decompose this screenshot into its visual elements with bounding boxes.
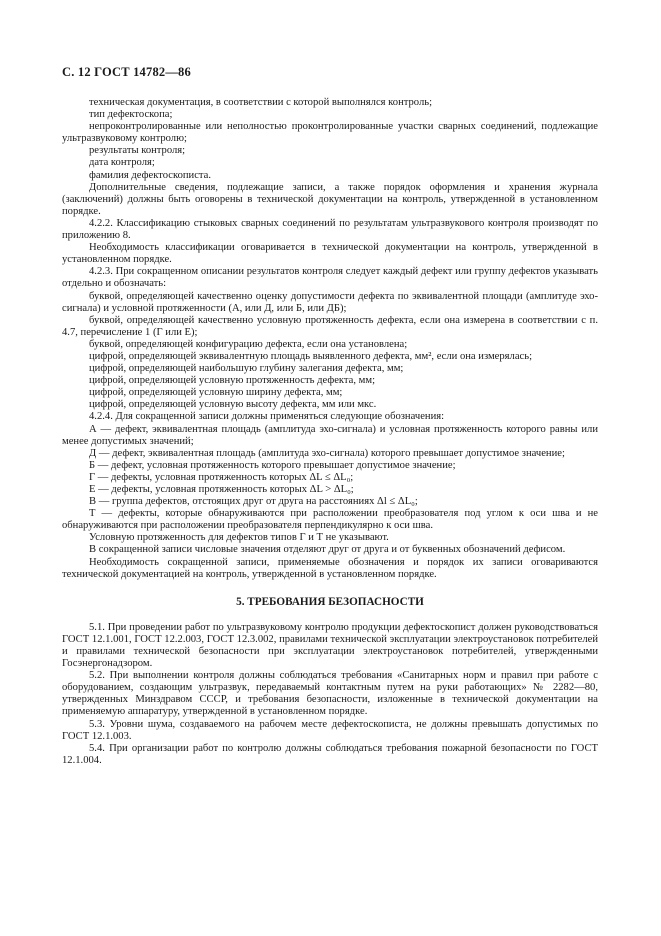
paragraph: Необходимость классификации оговаривается в технической документации на контроль, утвержденной в установленном порядке. <box>62 242 598 266</box>
definition-item: А — дефект, эквивалентная площадь (амплитуда эхо-сигнала) и условная протяженность которого равны или менее допустимых значений; <box>62 423 598 447</box>
paragraph: Условную протяженность для дефектов типов Г и Т не указывают. <box>89 532 389 544</box>
definition-item: Г — дефекты, условная протяженность которых ΔL ≤ ΔL₀; <box>89 471 354 483</box>
paragraph: техническая документация, в соответствии с которой выполнялся контроль; <box>89 97 433 108</box>
paragraph: непроконтролированные или неполностью проконтролированные участки сварных соединений, подлежащие ультразвуковому контролю; <box>62 121 598 145</box>
clause-4-2-3: 4.2.3. При сокращенном описании результатов контроля следует каждый дефект или группу дефектов указывать отдельно и обозначать: <box>62 266 598 290</box>
paragraph: цифрой, определяющей наибольшую глубину залегания дефекта, мм; <box>89 363 404 375</box>
paragraph: цифрой, определяющей эквивалентную площадь выявленного дефекта, мм², если она измерялась; <box>89 350 533 362</box>
clause-5-1: 5.1. При проведении работ по ультразвуковому контролю продукции дефектоскопист должен руководствоваться ГОСТ 12.1.001, ГОСТ 12.2.003, ГОСТ 12.3.002, правилами технической эксплуатации электроустановок потребителей и правилами технической безопасности при эксплуатации электроустановок потребителей, утвержденными Госэнергонадзором. <box>62 621 598 670</box>
clause-4-2-4: 4.2.4. Для сокращенной записи должны применяться следующие обозначения: <box>89 411 445 423</box>
paragraph: тип дефектоскопа; <box>89 109 173 121</box>
paragraph: Необходимость сокращенной записи, применяемые обозначения и порядок их записи оговариваются технической документацией на контроль, утвержденной в установленном порядке. <box>62 556 598 580</box>
definition-item: Д — дефект, эквивалентная площадь (амплитуда эхо-сигнала) которого превышает допустимое значение; <box>89 447 565 459</box>
definition-item: Б — дефект, условная протяженность которого превышает допустимое значение; <box>89 459 456 471</box>
paragraph: цифрой, определяющей условную высоту дефекта, мм или мкс. <box>89 399 377 411</box>
page-header: С. 12 ГОСТ 14782—86 <box>62 65 191 79</box>
clause-5-2: 5.2. При выполнении контроля должны соблюдаться требования «Санитарных норм и правил при работе с оборудованием, создающим ультразвук, передаваемый контактным путем на руки работающих» № 2282—80, утвержденных Минздравом СССР, и требования безопасности, изложенные в технической документации на применяемую аппаратуру, утвержденной в установленном порядке. <box>62 670 598 718</box>
section-title: 5. ТРЕБОВАНИЯ БЕЗОПАСНОСТИ <box>236 595 424 608</box>
paragraph: цифрой, определяющей условную протяженность дефекта, мм; <box>89 375 376 387</box>
clause-5-4: 5.4. При организации работ по контролю должны соблюдаться требования пожарной безопасности по ГОСТ 12.1.004. <box>62 742 598 766</box>
paragraph: В сокращенной записи числовые значения отделяют друг от друга и от буквенных обозначений дефисом. <box>89 544 566 556</box>
paragraph: Дополнительные сведения, подлежащие записи, а также порядок оформления и хранения журнала (заключений) должны быть оговорены в технической документации на контроль, утвержденной в установленном порядке. <box>62 181 598 217</box>
document-body <box>62 97 598 767</box>
paragraph: результаты контроля; <box>89 145 186 157</box>
paragraph: дата контроля; <box>89 157 155 169</box>
paragraph: цифрой, определяющей условную ширину дефекта, мм; <box>89 387 343 399</box>
definition-item: В — группа дефектов, отстоящих друг от друга на расстояниях Δl ≤ ΔL₀; <box>89 496 418 508</box>
paragraph: буквой, определяющей качественно оценку допустимости дефекта по эквивалентной площади (амплитуде эхо-сигнала) и условной протяженности (А, или Д, или Б, или ДБ); <box>62 290 598 314</box>
paragraph: буквой, определяющей качественно условную протяженность дефекта, если она измерена в соответствии с п. 4.7, перечисление 1 (Г или Е); <box>62 314 598 338</box>
clause-5-3: 5.3. Уровни шума, создаваемого на рабочем месте дефектоскописта, не должны превышать допустимых по ГОСТ 12.1.003. <box>62 718 598 742</box>
paragraph: фамилия дефектоскописта. <box>89 169 212 181</box>
definition-item: Т — дефекты, которые обнаруживаются при расположении преобразователя под углом к оси шва и не обнаруживаются при расположении преобразователя перпендикулярно к оси шва. <box>62 508 598 532</box>
paragraph: буквой, определяющей конфигурацию дефекта, если она установлена; <box>89 338 408 350</box>
definition-item: Е — дефекты, условная протяженность которых ΔL > ΔL₀; <box>89 484 354 495</box>
clause-4-2-2: 4.2.2. Классификацию стыковых сварных соединений по результатам ультразвукового контроля производят по приложению 8. <box>62 217 598 242</box>
